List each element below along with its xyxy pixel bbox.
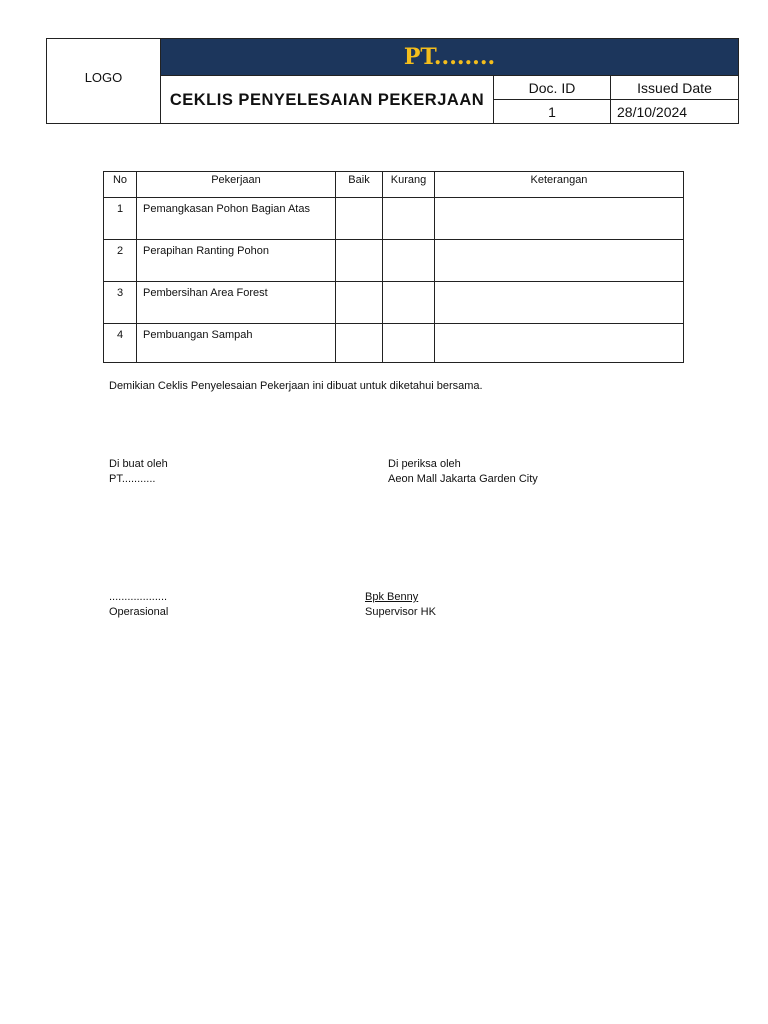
col-header-kurang: Kurang — [383, 172, 435, 198]
cell-baik[interactable] — [336, 282, 383, 324]
table-header-row — [104, 172, 684, 198]
cell-pekerjaan: Perapihan Ranting Pohon — [137, 240, 336, 282]
doc-id-label: Doc. ID — [494, 76, 611, 100]
cell-kurang[interactable] — [383, 240, 435, 282]
cell-pekerjaan: Pembuangan Sampah — [137, 324, 336, 363]
cell-kurang[interactable] — [383, 198, 435, 240]
cell-kurang[interactable] — [383, 324, 435, 363]
cell-keterangan[interactable] — [435, 282, 684, 324]
cell-kurang[interactable] — [383, 282, 435, 324]
cell-no: 3 — [104, 282, 137, 324]
cell-keterangan[interactable] — [435, 198, 684, 240]
col-header-baik: Baik — [336, 172, 383, 198]
cell-no: 2 — [104, 240, 137, 282]
checklist-table — [103, 171, 684, 363]
left-signature-name: ................... — [109, 591, 168, 603]
table-row — [104, 198, 684, 240]
col-header-keterangan: Keterangan — [435, 172, 684, 198]
cell-baik[interactable] — [336, 324, 383, 363]
cell-no: 1 — [104, 198, 137, 240]
logo-placeholder — [47, 39, 161, 124]
table-row — [104, 240, 684, 282]
checked-by-company: Aeon Mall Jakarta Garden City — [388, 473, 538, 485]
cell-no: 4 — [104, 324, 137, 363]
table-row — [104, 324, 684, 363]
company-name: PT........ — [161, 39, 739, 76]
cell-pekerjaan: Pemangkasan Pohon Bagian Atas — [137, 198, 336, 240]
document-title: CEKLIS PENYELESAIAN PEKERJAAN — [161, 76, 494, 124]
checked-by-label: Di periksa oleh — [388, 458, 461, 470]
made-by-company: PT........... — [109, 473, 156, 485]
logo-text: LOGO — [84, 69, 123, 85]
right-signature-role: Supervisor HK — [365, 606, 436, 618]
issued-date-value: 28/10/2024 — [611, 100, 739, 124]
cell-baik[interactable] — [336, 240, 383, 282]
document-header — [46, 38, 739, 124]
col-header-pekerjaan: Pekerjaan — [137, 172, 336, 198]
cell-baik[interactable] — [336, 198, 383, 240]
cell-pekerjaan: Pembersihan Area Forest — [137, 282, 336, 324]
left-signature-role: Operasional — [109, 606, 169, 618]
made-by-label: Di buat oleh — [109, 458, 168, 470]
issued-date-label: Issued Date — [611, 76, 739, 100]
cell-keterangan[interactable] — [435, 240, 684, 282]
table-row — [104, 282, 684, 324]
doc-id-value: 1 — [494, 100, 611, 124]
right-signature-name: Bpk Benny — [365, 591, 419, 603]
cell-keterangan[interactable] — [435, 324, 684, 363]
col-header-no: No — [104, 172, 137, 198]
closing-statement: Demikian Ceklis Penyelesaian Pekerjaan ini dibuat untuk diketahui bersama. — [109, 380, 483, 392]
